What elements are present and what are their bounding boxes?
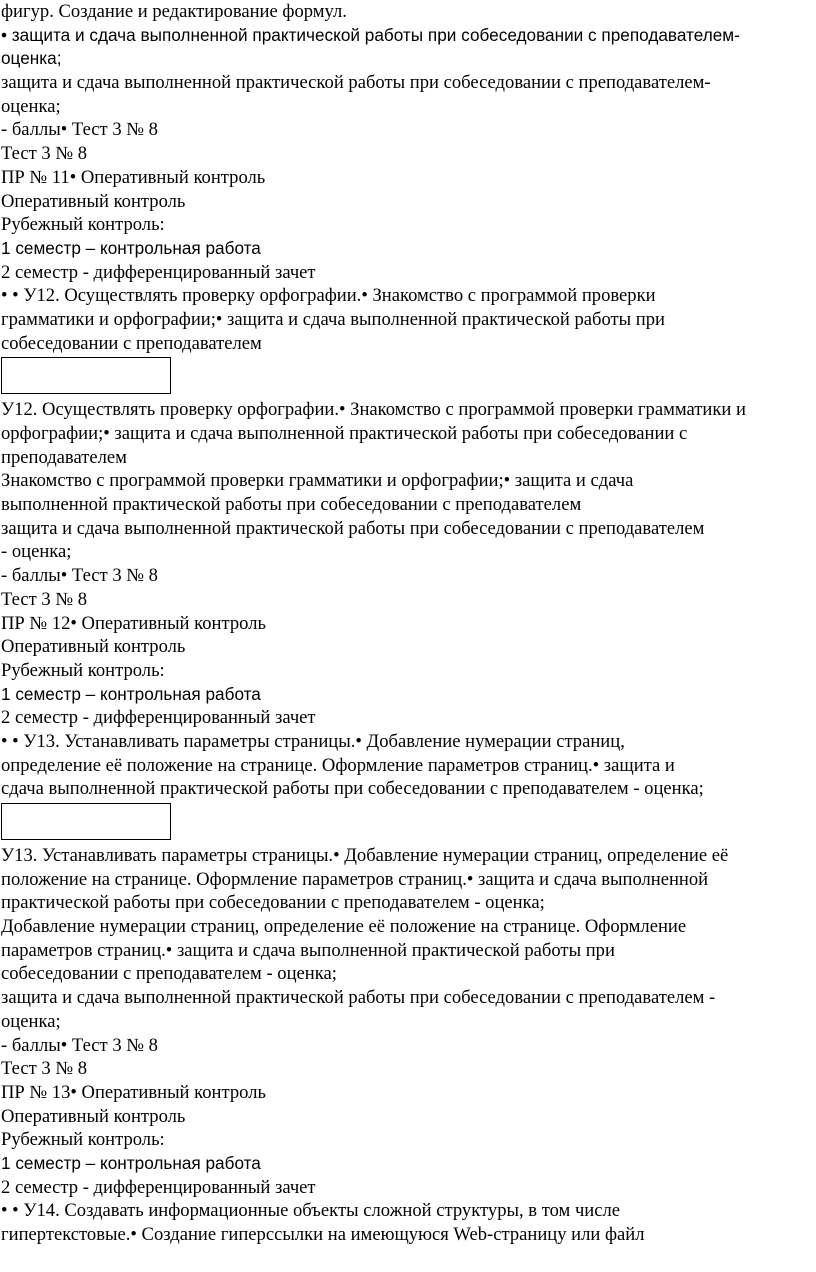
section-b [1,398,816,801]
text-line: Тест 3 № 8 [1,1058,88,1080]
section-a [1,0,816,355]
text-line: 2 семестр - дифференцированный зачет [1,707,316,729]
text-line: Оперативный контроль [1,1105,186,1127]
text-line: сдача выполненной практической работы при собеседовании с преподавателем - оценка; [1,778,704,800]
text-line: оценка; [1,48,62,69]
text-line: 2 семестр - дифференцированный зачет [1,261,316,283]
text-line: Тест 3 № 8 [1,143,88,165]
text-line: ПР № 11• Оперативный контроль [1,166,266,188]
text-line: Рубежный контроль: [1,214,165,236]
text-line: собеседовании с преподавателем - оценка; [1,963,337,985]
text-line: положение на странице. Оформление параметров страниц.• защита и сдача выполненной [1,868,709,890]
text-line: У13. Устанавливать параметры страницы.• Добавление нумерации страниц, определение её [1,845,729,866]
text-line: Добавление нумерации страниц, определение её положение на странице. Оформление [1,916,687,938]
text-line: Оперативный контроль [1,190,186,212]
text-line: • • У14. Создавать информационные объекты сложной структуры, в том числе [1,1200,621,1222]
text-line: - оценка; [1,541,72,563]
text-line: гипертекстовые.• Создание гиперссылки на имеющуюся Web-страницу или файл [1,1224,645,1245]
text-line: фигур. Создание и редактирование формул. [1,1,347,22]
text-line: защита и сдача выполненной практической работы при собеседовании с преподавателем- [1,72,711,94]
text-line: • • У12. Осуществлять проверку орфографии.• Знакомство с программой проверки [1,285,656,307]
text-line: защита и сдача выполненной практической работы при собеседовании с преподавателем [1,517,705,539]
text-line: 1 семестр – контрольная работа [1,683,261,704]
text-line: параметров страниц.• защита и сдача выполненной практической работы при [1,939,615,961]
text-line: • защита и сдача выполненной практической работы при собеседовании с преподавателем- [1,24,740,45]
text-line: практической работы при собеседовании с преподавателем - оценка; [1,892,545,914]
text-line: - баллы• Тест 3 № 8 [1,1034,158,1056]
text-line: оценка; [1,95,61,117]
text-line: преподавателем [1,446,127,468]
text-line: 2 семестр - дифференцированный зачет [1,1176,316,1198]
text-line: выполненной практической работы при собеседовании с преподавателем [1,494,582,516]
text-line: Рубежный контроль: [1,1129,165,1151]
text-line: определение её положение на странице. Оформление параметров страниц.• защита и [1,754,675,776]
text-line: У12. Осуществлять проверку орфографии.• Знакомство с программой проверки грамматики и [1,399,746,421]
text-line: ПР № 13• Оперативный контроль [1,1081,266,1103]
text-line: - баллы• Тест 3 № 8 [1,565,158,587]
text-line: Знакомство с программой проверки грамматики и орфографии;• защита и сдача [1,470,634,492]
text-line: грамматики и орфографии;• защита и сдача выполненной практической работы при [1,308,665,330]
text-line: ПР № 12• Оперативный контроль [1,612,266,634]
text-line: Тест 3 № 8 [1,588,88,610]
text-line: 1 семестр – контрольная работа [1,1152,261,1173]
text-line: орфографии;• защита и сдача выполненной практической работы при собеседовании с [1,423,688,444]
text-line: защита и сдача выполненной практической работы при собеседовании с преподавателем - [1,987,716,1009]
empty-table-cell [1,357,171,394]
text-line: оценка; [1,1010,61,1032]
text-line: - баллы• Тест 3 № 8 [1,119,158,141]
empty-table-cell [1,803,171,840]
text-line: Оперативный контроль [1,636,186,658]
section-c [1,844,816,1247]
text-line: 1 семестр – контрольная работа [1,237,261,258]
text-line: собеседовании с преподавателем [1,332,262,354]
text-line: • • У13. Устанавливать параметры страницы.• Добавление нумерации страниц, [1,730,625,752]
text-line: Рубежный контроль: [1,659,165,681]
